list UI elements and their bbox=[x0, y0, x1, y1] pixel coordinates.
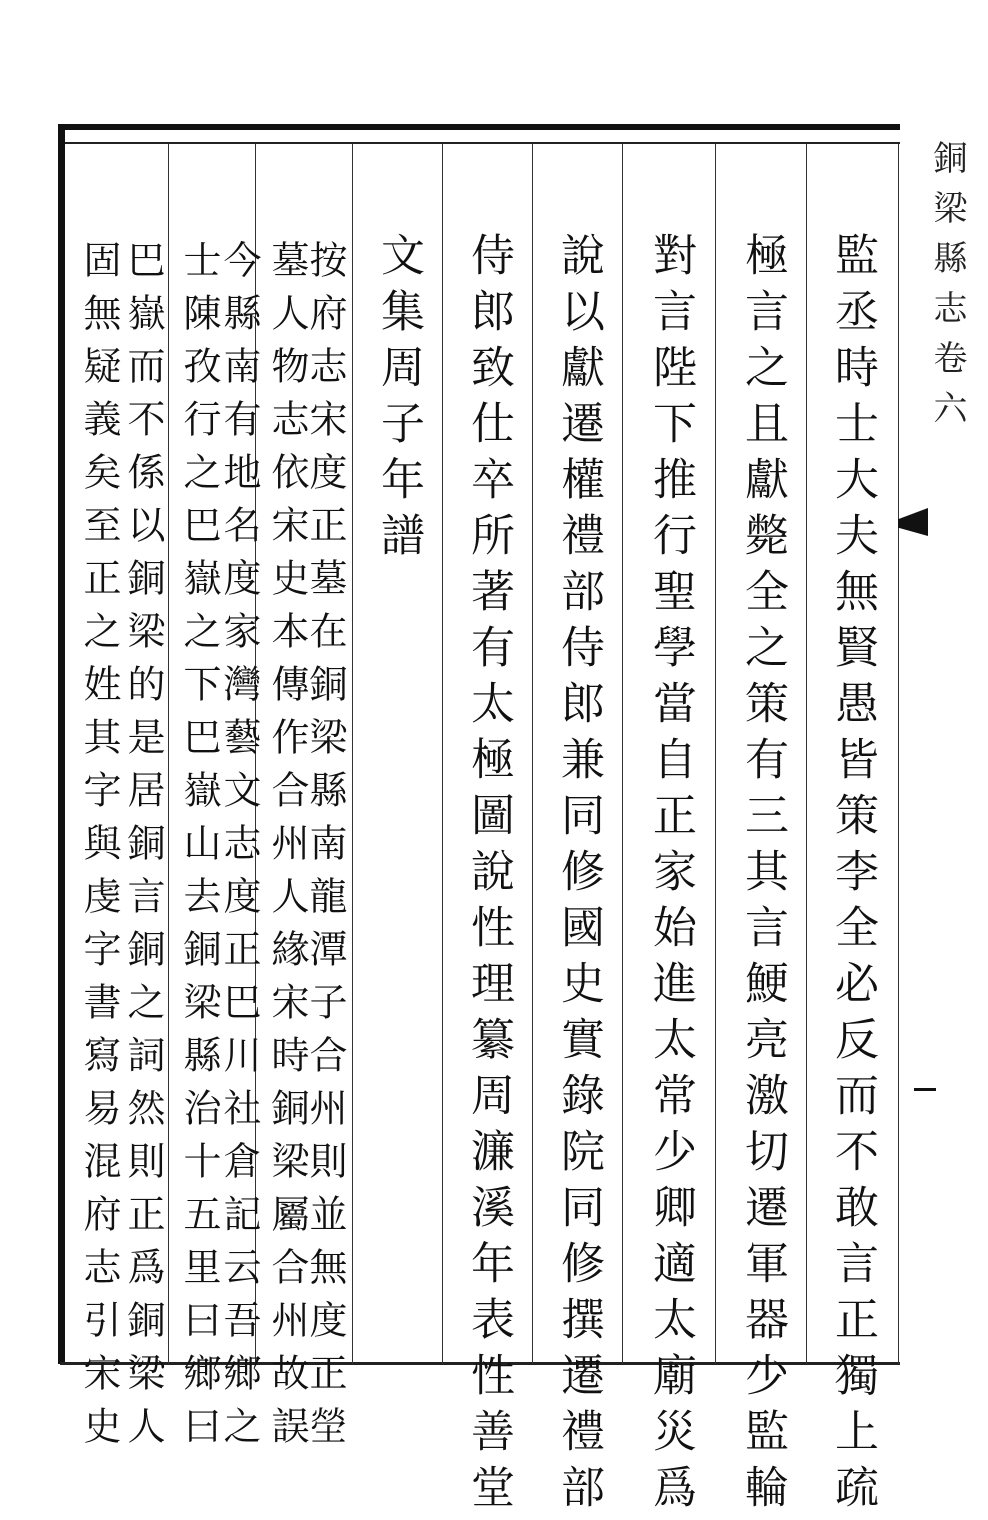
frame-left-border bbox=[58, 124, 65, 1364]
column-rule bbox=[715, 144, 716, 1364]
margin-label: 銅梁縣志卷六 bbox=[927, 140, 967, 440]
fishtail-mark-icon bbox=[898, 508, 928, 536]
column-rule bbox=[442, 144, 443, 1364]
column-rule bbox=[532, 144, 533, 1364]
note-column-9a: 巴嶽而不係以銅梁的是居銅言銅之詞然則正爲銅梁人 bbox=[121, 240, 165, 1459]
note-column-7a: 按府志宋度正墓在銅梁縣南龍潭子合州則並無度正塋 bbox=[303, 240, 347, 1459]
margin-page-mark bbox=[914, 1088, 936, 1091]
note-column-9b: 固無疑義矣至正之姓其字與虔字書寫易混府志引宋史 bbox=[77, 240, 121, 1459]
note-column-7b: 墓人物志依宋史本傳作合州人緣宋時銅梁屬合州故誤 bbox=[265, 240, 309, 1459]
frame-top-inner-border bbox=[60, 142, 900, 144]
column-rule bbox=[898, 144, 899, 1364]
text-column-3: 對言陛下推行聖學當自正家始進太常少卿適太廟災爲 bbox=[645, 232, 696, 1520]
text-column-6: 文集周子年譜 bbox=[373, 232, 424, 568]
note-column-8a: 今縣南有地名度家灣藝文志度正巴川社倉記云吾鄉之 bbox=[217, 240, 261, 1459]
text-column-1: 監丞時士大夫無賢愚皆策李全必反而不敢言正獨上疏 bbox=[827, 232, 878, 1520]
text-column-5: 侍郎致仕卒所著有太極圖說性理纂周濂溪年表性善堂 bbox=[463, 232, 514, 1520]
column-rule bbox=[806, 144, 807, 1364]
column-rule bbox=[168, 144, 169, 1364]
column-rule bbox=[622, 144, 623, 1364]
text-column-2: 極言之且獻斃全之策有三其言鯁亮激切遷軍器少監輪 bbox=[737, 232, 788, 1520]
frame-top-border bbox=[60, 124, 900, 130]
text-column-4: 說以獻遷權禮部侍郎兼同修國史實錄院同修撰遷禮部 bbox=[553, 232, 604, 1520]
note-column-8b: 士陳孜行之巴嶽之下巴嶽山去銅梁縣治十五里曰鄉曰 bbox=[177, 240, 221, 1459]
column-rule bbox=[352, 144, 353, 1364]
